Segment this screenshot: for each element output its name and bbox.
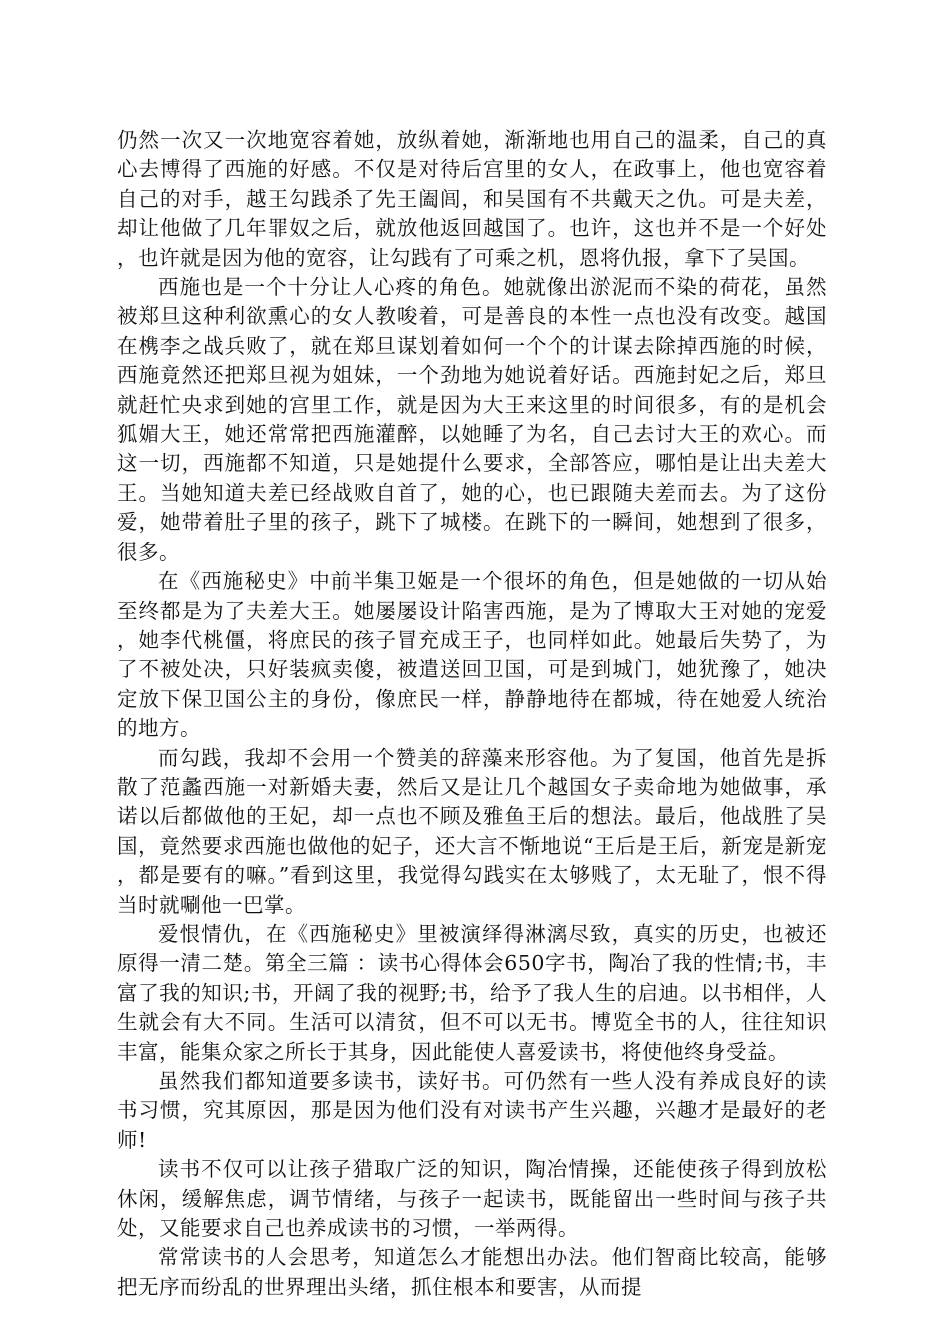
- paragraph: 而勾践，我却不会用一个赞美的辞藻来形容他。为了复国，他首先是拆散了范蠡西施一对新婚夫妻，然后又是让几个越国女子卖命地为她做事，承诺以后都做他的王妃，却一点也不顾及雅鱼王后的想法。最后，他战胜了吴国，竟然要求西施也做他的妃子，还大言不惭地说“王后是王后，新宠是新宠，都是要有的嘛。”看到这里，我觉得勾践实在太够贱了，太无耻了，恨不得当时就唰他一巴掌。: [117, 745, 827, 917]
- paragraph: 仍然一次又一次地宽容着她，放纵着她，渐渐地也用自己的温柔，自己的真心去博得了西施的好感。不仅是对待后宫里的女人，在政事上，他也宽容着自己的对手，越王勾践杀了先王阖闾，和吴国有不共戴天之仇。可是夫差，却让他做了几年罪奴之后，就放他返回越国了。也许，这也并不是一个好处，也许就是因为他的宽容，让勾践有了可乘之机，恩将仇报，拿下了吴国。: [117, 128, 827, 270]
- document-body: [117, 126, 827, 1302]
- paragraph: 虽然我们都知道要多读书，读好书。可仍然有一些人没有养成良好的读书习惯，究其原因，那是因为他们没有对读书产生兴趣，兴趣才是最好的老师!: [117, 1069, 827, 1152]
- paragraph: 爱恨情仇，在《西施秘史》里被演绎得淋漓尽致，真实的历史，也被还原得一清二楚。第全三篇 ：读书心得体会650字书，陶冶了我的性情;书，丰富了我的知识;书，开阔了我的视野;书，给予了我人生的启迪。以书相伴，人生就会有大不同。生活可以清贫，但不可以无书。博览全书的人，往往知识丰富，能集众家之所长于其身，因此能使人喜爱读书，将使他终身受益。: [117, 921, 827, 1064]
- paragraph: 在《西施秘史》中前半集卫姬是一个很坏的角色，但是她做的一切从始至终都是为了夫差大王。她屡屡设计陷害西施，是为了博取大王对她的宠爱，她李代桃僵，将庶民的孩子冒充成王子，也同样如此。她最后失势了，为了不被处决，只好装疯卖傻，被遣送回卫国，可是到城门，她犹豫了，她决定放下保卫国公主的身份，像庶民一样，静静地待在都城，待在她爱人统治的地方。: [117, 569, 827, 741]
- paragraph: 常常读书的人会思考，知道怎么才能想出办法。他们智商比较高，能够把无序而纷乱的世界理出头绪，抓住根本和要害，从而提: [117, 1245, 827, 1299]
- paragraph: 读书不仅可以让孩子猎取广泛的知识，陶冶情操，还能使孩子得到放松休闲，缓解焦虑，调节情绪，与孩子一起读书，既能留出一些时间与孩子共处，又能要求自己也养成读书的习惯，一举两得。: [117, 1157, 827, 1241]
- paragraph: 西施也是一个十分让人心疼的角色。她就像出淤泥而不染的荷花，虽然被郑旦这种利欲熏心的女人教唆着，可是善良的本性一点也没有改变。越国在槜李之战兵败了，就在郑旦谋划着如何一个个的计谋去除掉西施的时候，西施竟然还把郑旦视为姐妹，一个劲地为她说着好话。西施封妃之后，郑旦就赶忙央求到她的宫里工作，就是因为大王来这里的时间很多，有的是机会狐媚大王，她还常常把西施灌醉，以她睡了为名，自己去讨大王的欢心。而这一切，西施都不知道，只是她提什么要求，全部答应，哪怕是让出夫差大王。当她知道夫差已经战败自首了，她的心，也已跟随夫差而去。为了这份爱，她带着肚子里的孩子，跳下了城楼。在跳下的一瞬间，她想到了很多，很多。: [117, 275, 827, 564]
